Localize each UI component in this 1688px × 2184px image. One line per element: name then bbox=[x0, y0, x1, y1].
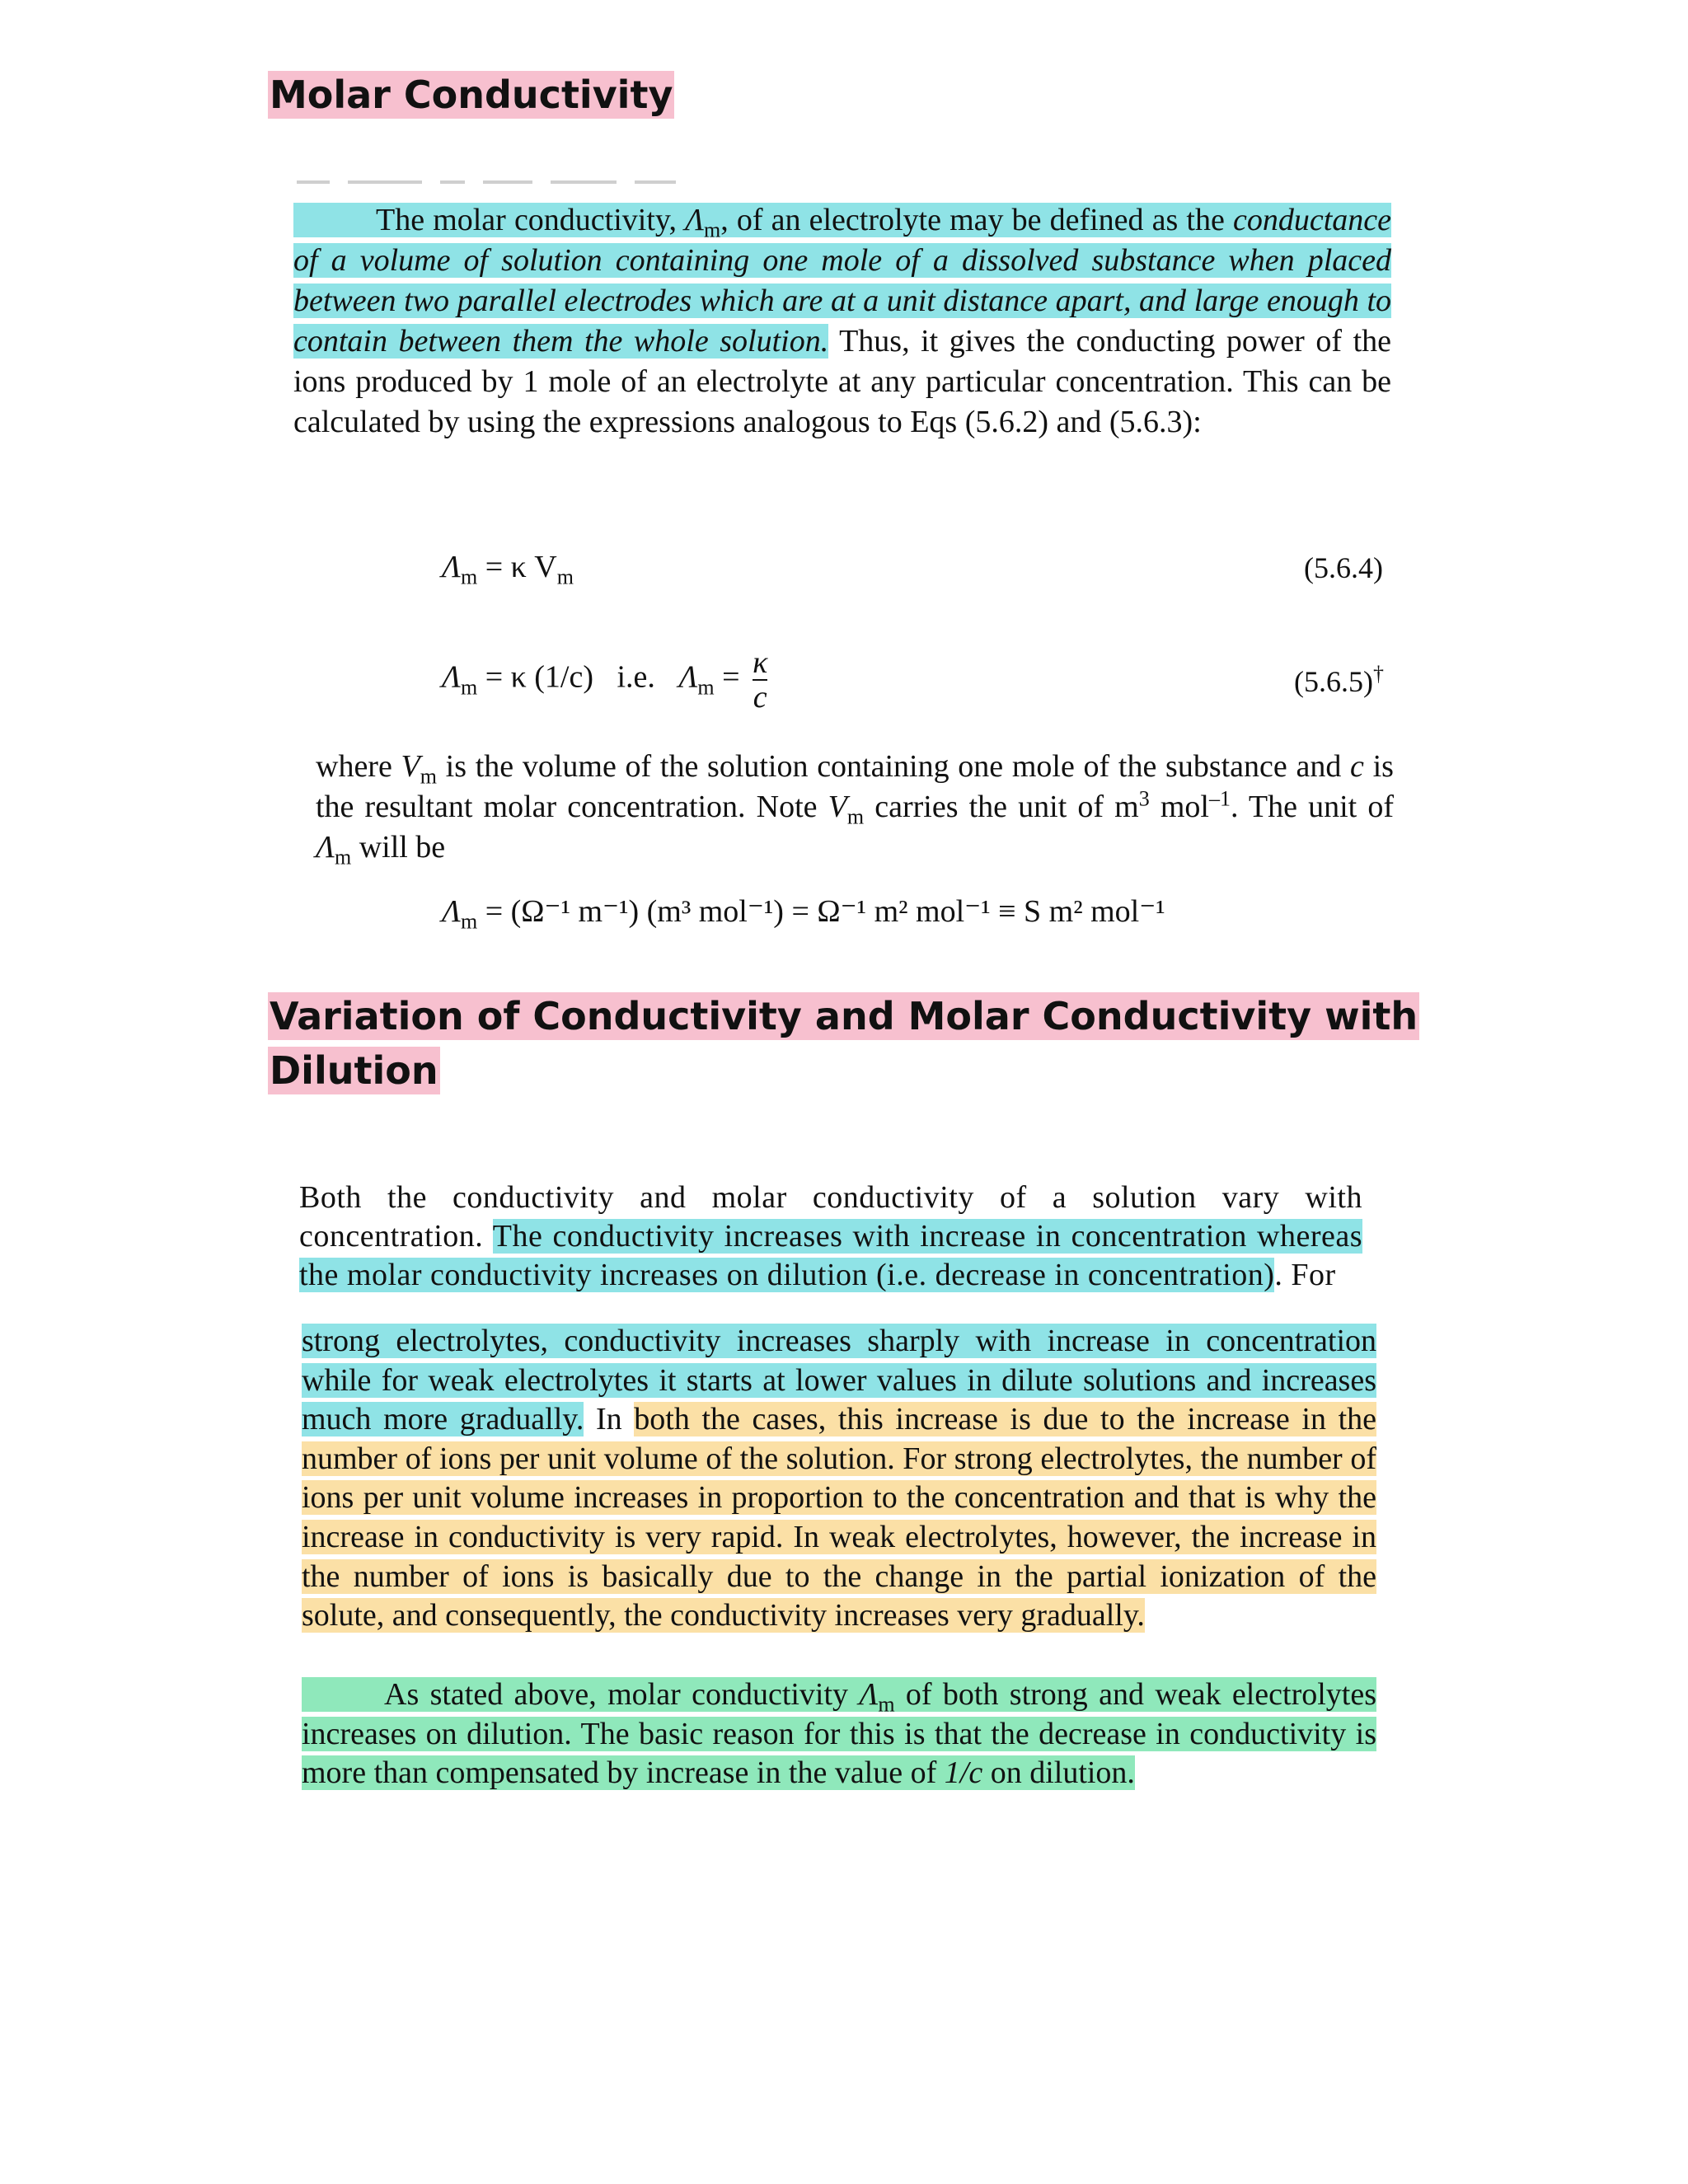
faint-remnant-line bbox=[297, 176, 709, 189]
equation-5-6-4: $\Lambda_m = \kappa$ $V_m$ bbox=[442, 550, 574, 589]
definition-italic: conductance of a volume of solution containing one mole of a dissolved substance when placed between two parallel electrodes which are at a unit distance apart, and large enough to contain between them the whole solution. bbox=[293, 203, 1391, 359]
variation-highlight: The conductivity increases with increase in concentration whereas the molar conductivity increases on dilution (i.e. decrease in concentration) bbox=[299, 1219, 1362, 1292]
molar-conductivity-definition-paragraph bbox=[293, 200, 1391, 443]
strong-weak-highlight: strong electrolytes, conductivity increases sharply with increase in concentration while for weak electrolytes it starts at lower values in dilute solutions and increases much more gradually. bbox=[302, 1324, 1376, 1437]
dilution-reason-paragraph bbox=[302, 1675, 1376, 1793]
equation-number-5-6-5: (5.6.5)† bbox=[1294, 662, 1384, 698]
dilution-reason-highlight: As stated above, molar conductivity $\Lambda_m$ of both strong and weak electrolytes increases on dilution. The basic reason for this is that the decrease in conductivity is more than compensated by increase in the value of 1/c on dilution. bbox=[302, 1677, 1376, 1791]
equation-5-6-5: $\Lambda_m = \kappa$ (1/c) i.e. $\Lambda_m$ = $\frac{\kappa}{c}$ bbox=[442, 645, 768, 715]
heading-line-1: Variation of Conductivity and Molar Conductivity with bbox=[270, 994, 1418, 1038]
definition-rest: Thus, it gives the conducting power of the ions produced by 1 mole of an electrolyte at any particular concentration. This can be calculated by using the expressions analogous to Eqs (5.6.2) and (5.6.3): bbox=[293, 324, 1391, 439]
section-heading-variation-with-dilution bbox=[268, 989, 1419, 1098]
heading-text: Molar Conductivity bbox=[270, 73, 673, 117]
section-heading-molar-conductivity bbox=[268, 68, 674, 122]
volume-explanation-paragraph: where $V_m$ is the volume of the solution containing one mole of the substance and c is the resultant molar concentration. Note $V_m$ carries the unit of $m^3$ mol$^{-1}$. The unit of $\Lambda_m$ will be bbox=[316, 749, 1394, 869]
conductivity-variation-paragraph: Both the conductivity and molar conductivity of a solution vary with concentration. The conductivity increases with increase in concentration whereas the molar conductivity increases on dilution (i.e. decrease in concentration). For bbox=[299, 1180, 1362, 1292]
strong-weak-electrolytes-paragraph: strong electrolytes, conductivity increases sharply with increase in concentration while for weak electrolytes it starts at lower values in dilute solutions and increases much more gradually. In both the cases, this increase is due to the increase in the number of ions per unit volume of the solution. For strong electrolytes, the number of ions per unit volume increases in proportion to the concentration and that is why the increase in conductivity is very rapid. In weak electrolytes, however, the increase in the number of ions is basically due to the change in the partial ionization of the solute, and consequently, the conductivity increases very gradually. bbox=[302, 1324, 1377, 1633]
heading-line-2: Dilution bbox=[270, 1048, 438, 1093]
equation-number-5-6-4: (5.6.4) bbox=[1304, 551, 1383, 584]
unit-equation: $\Lambda_m = (\Omega^{-1}$ m⁻¹) (m³ mol⁻¹) = Ω⁻¹ m² mol⁻¹ ≡ S m² mol⁻¹ bbox=[442, 894, 1165, 934]
definition-lead: The molar conductivity, $\Lambda_m$, of an electrolyte may be defined as the conductance of a volume of solution containing one mole of a dissolved substance when placed between two parallel electrodes which are at a unit distance apart, and large enough to contain between them the whole solution. bbox=[293, 203, 1391, 359]
kappa-over-c-fraction: $\frac{\kappa}{c}$ bbox=[753, 645, 768, 715]
ion-number-highlight: both the cases, this increase is due to the increase in the number of ions per unit volume of the solution. For strong electrolytes, the number of ions per unit volume increases in proportion to the concentration and that is why the increase in conductivity is very rapid. In weak electrolytes, however, the increase in the number of ions is basically due to the change in the partial ionization of the solute, and consequently, the conductivity increases very gradually. bbox=[302, 1402, 1377, 1633]
